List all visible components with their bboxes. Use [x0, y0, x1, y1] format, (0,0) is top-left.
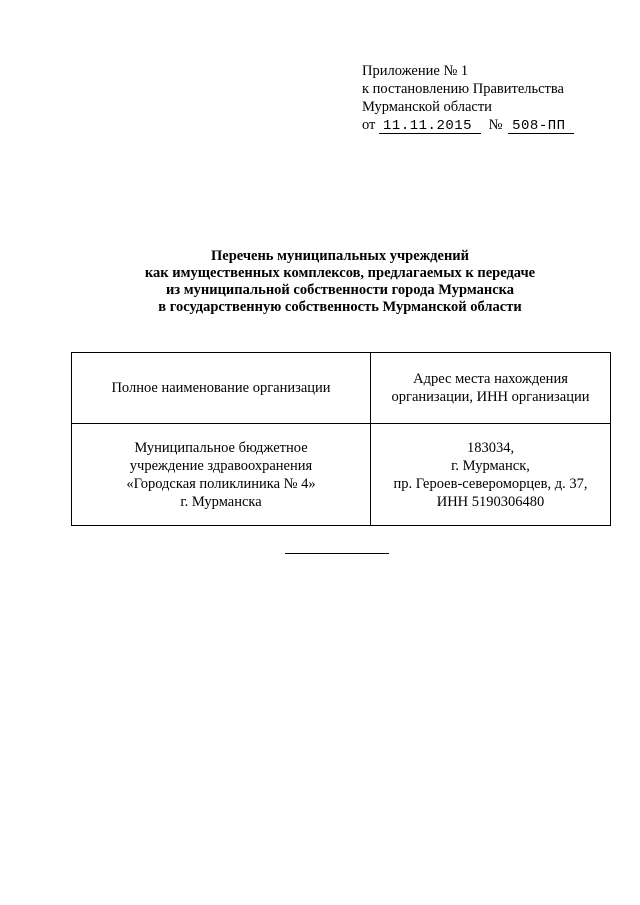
org-name-line-1: Муниципальное бюджетное	[134, 439, 308, 456]
title-line-2: как имущественных комплексов, предлагаемых к передаче	[144, 265, 536, 281]
address-line-4: ИНН 5190306480	[436, 493, 545, 510]
number-label: №	[488, 117, 503, 133]
document-title	[60, 248, 620, 316]
header-org-name	[72, 353, 371, 424]
header-org-name-text: Полное наименование организации	[111, 380, 331, 396]
cell-org-name	[72, 424, 371, 526]
address-line-1: 183034,	[466, 439, 515, 456]
appendix-resolution-ref: к постановлению Правительства	[362, 81, 564, 97]
table-row	[72, 424, 611, 526]
header-address-line-1: Адрес места нахождения	[413, 371, 568, 387]
org-name-line-3: «Городская поликлиника № 4»	[126, 475, 316, 492]
appendix-date-number-line	[362, 116, 632, 134]
cell-address-inn	[371, 424, 611, 526]
from-label: от	[362, 117, 376, 133]
org-name-line-4: г. Мурманска	[180, 493, 262, 510]
table-header-row	[72, 353, 611, 424]
address-line-2: г. Мурманск,	[451, 457, 530, 474]
header-address-inn	[371, 353, 611, 424]
appendix-block	[362, 62, 632, 134]
end-divider	[285, 553, 389, 554]
org-name-line-2: учреждение здравоохранения	[129, 457, 313, 474]
title-line-4: в государственную собственность Мурманской области	[158, 299, 522, 315]
address-line-3: пр. Героев-североморцев, д. 37,	[393, 475, 588, 492]
appendix-number: Приложение № 1	[362, 63, 469, 79]
title-line-3: из муниципальной собственности города Мурманска	[165, 282, 515, 298]
institutions-table	[71, 352, 611, 526]
number-value: 508-ПП	[508, 119, 574, 134]
appendix-region: Мурманской области	[362, 99, 492, 115]
date-value: 11.11.2015	[379, 119, 481, 134]
title-line-1: Перечень муниципальных учреждений	[210, 248, 470, 264]
header-address-line-2: организации, ИНН организации	[391, 389, 590, 405]
